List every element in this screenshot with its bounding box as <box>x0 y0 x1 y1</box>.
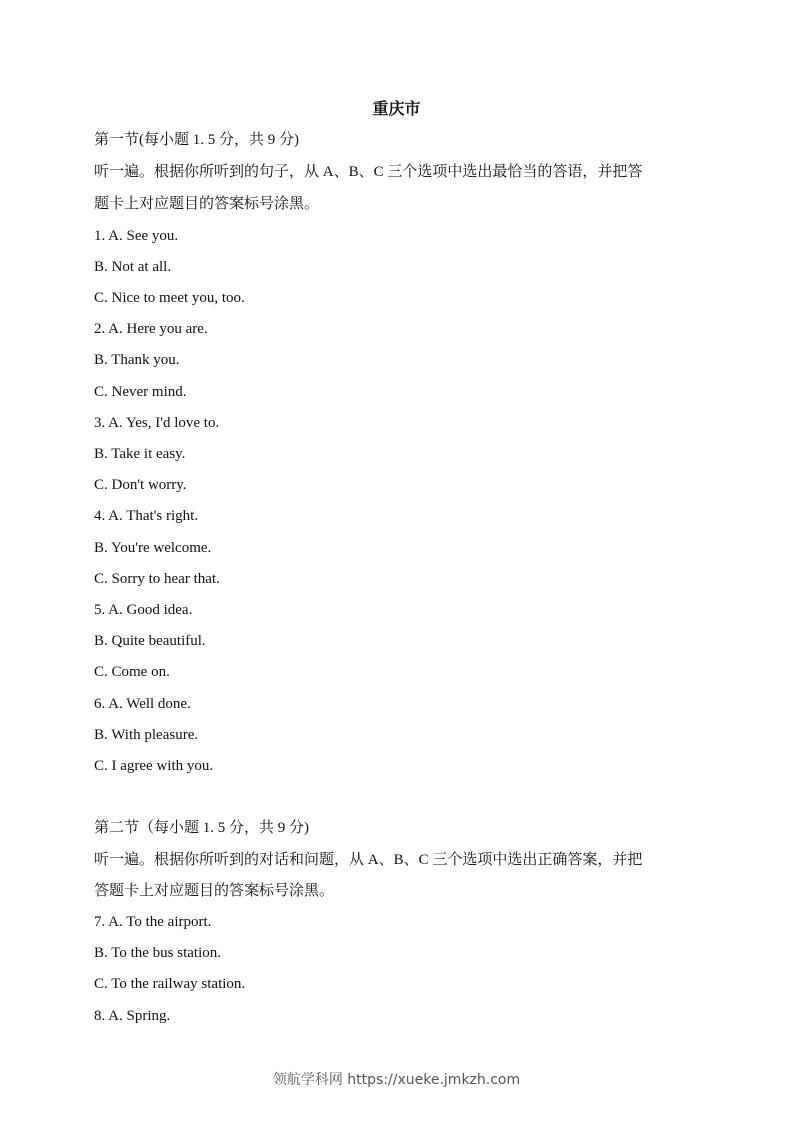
answer-option: B. To the bus station. <box>94 945 222 961</box>
answer-option: 2. A. Here you are. <box>94 321 208 337</box>
section1-heading: 第一节(每小题 1. 5 分，共 9 分) <box>94 132 299 148</box>
answer-option: 6. A. Well done. <box>94 696 191 712</box>
answer-option: 7. A. To the airport. <box>94 914 212 930</box>
footer-watermark: 领航学科网 https://xueke.jmkzh.com <box>272 1072 521 1088</box>
answer-option: B. Take it easy. <box>94 446 186 462</box>
section2-instruction-line2: 答题卡上对应题目的答案标号涂黑。 <box>94 883 335 899</box>
section1-instruction-line1: 听一遍。根据你所听到的句子，从 A、B、C 三个选项中选出最恰当的答语，并把答 <box>94 164 643 180</box>
answer-option: C. I agree with you. <box>94 758 214 774</box>
page-title: 重庆市 <box>372 101 421 118</box>
answer-option: B. Quite beautiful. <box>94 633 206 649</box>
section1-instruction-line2: 题卡上对应题目的答案标号涂黑。 <box>94 196 320 212</box>
answer-option: 4. A. That's right. <box>94 508 199 524</box>
answer-option: B. Not at all. <box>94 259 172 275</box>
answer-option: C. Nice to meet you, too. <box>94 290 245 306</box>
answer-option: 1. A. See you. <box>94 228 179 244</box>
answer-option: 8. A. Spring. <box>94 1008 171 1024</box>
answer-option: C. Never mind. <box>94 384 187 400</box>
answer-option: C. To the railway station. <box>94 976 246 992</box>
answer-option: C. Sorry to hear that. <box>94 571 220 587</box>
answer-option: B. Thank you. <box>94 352 180 368</box>
section2-heading: 第二节（每小题 1. 5 分，共 9 分) <box>94 820 309 836</box>
answer-option: C. Come on. <box>94 664 170 680</box>
answer-option: B. You're welcome. <box>94 540 212 556</box>
answer-option: 5. A. Good idea. <box>94 602 193 618</box>
section2-instruction-line1: 听一遍。根据你所听到的对话和问题，从 A、B、C 三个选项中选出正确答案，并把 <box>94 852 643 868</box>
answer-option: B. With pleasure. <box>94 727 199 743</box>
answer-option: 3. A. Yes, I'd love to. <box>94 415 220 431</box>
answer-option: C. Don't worry. <box>94 477 187 493</box>
